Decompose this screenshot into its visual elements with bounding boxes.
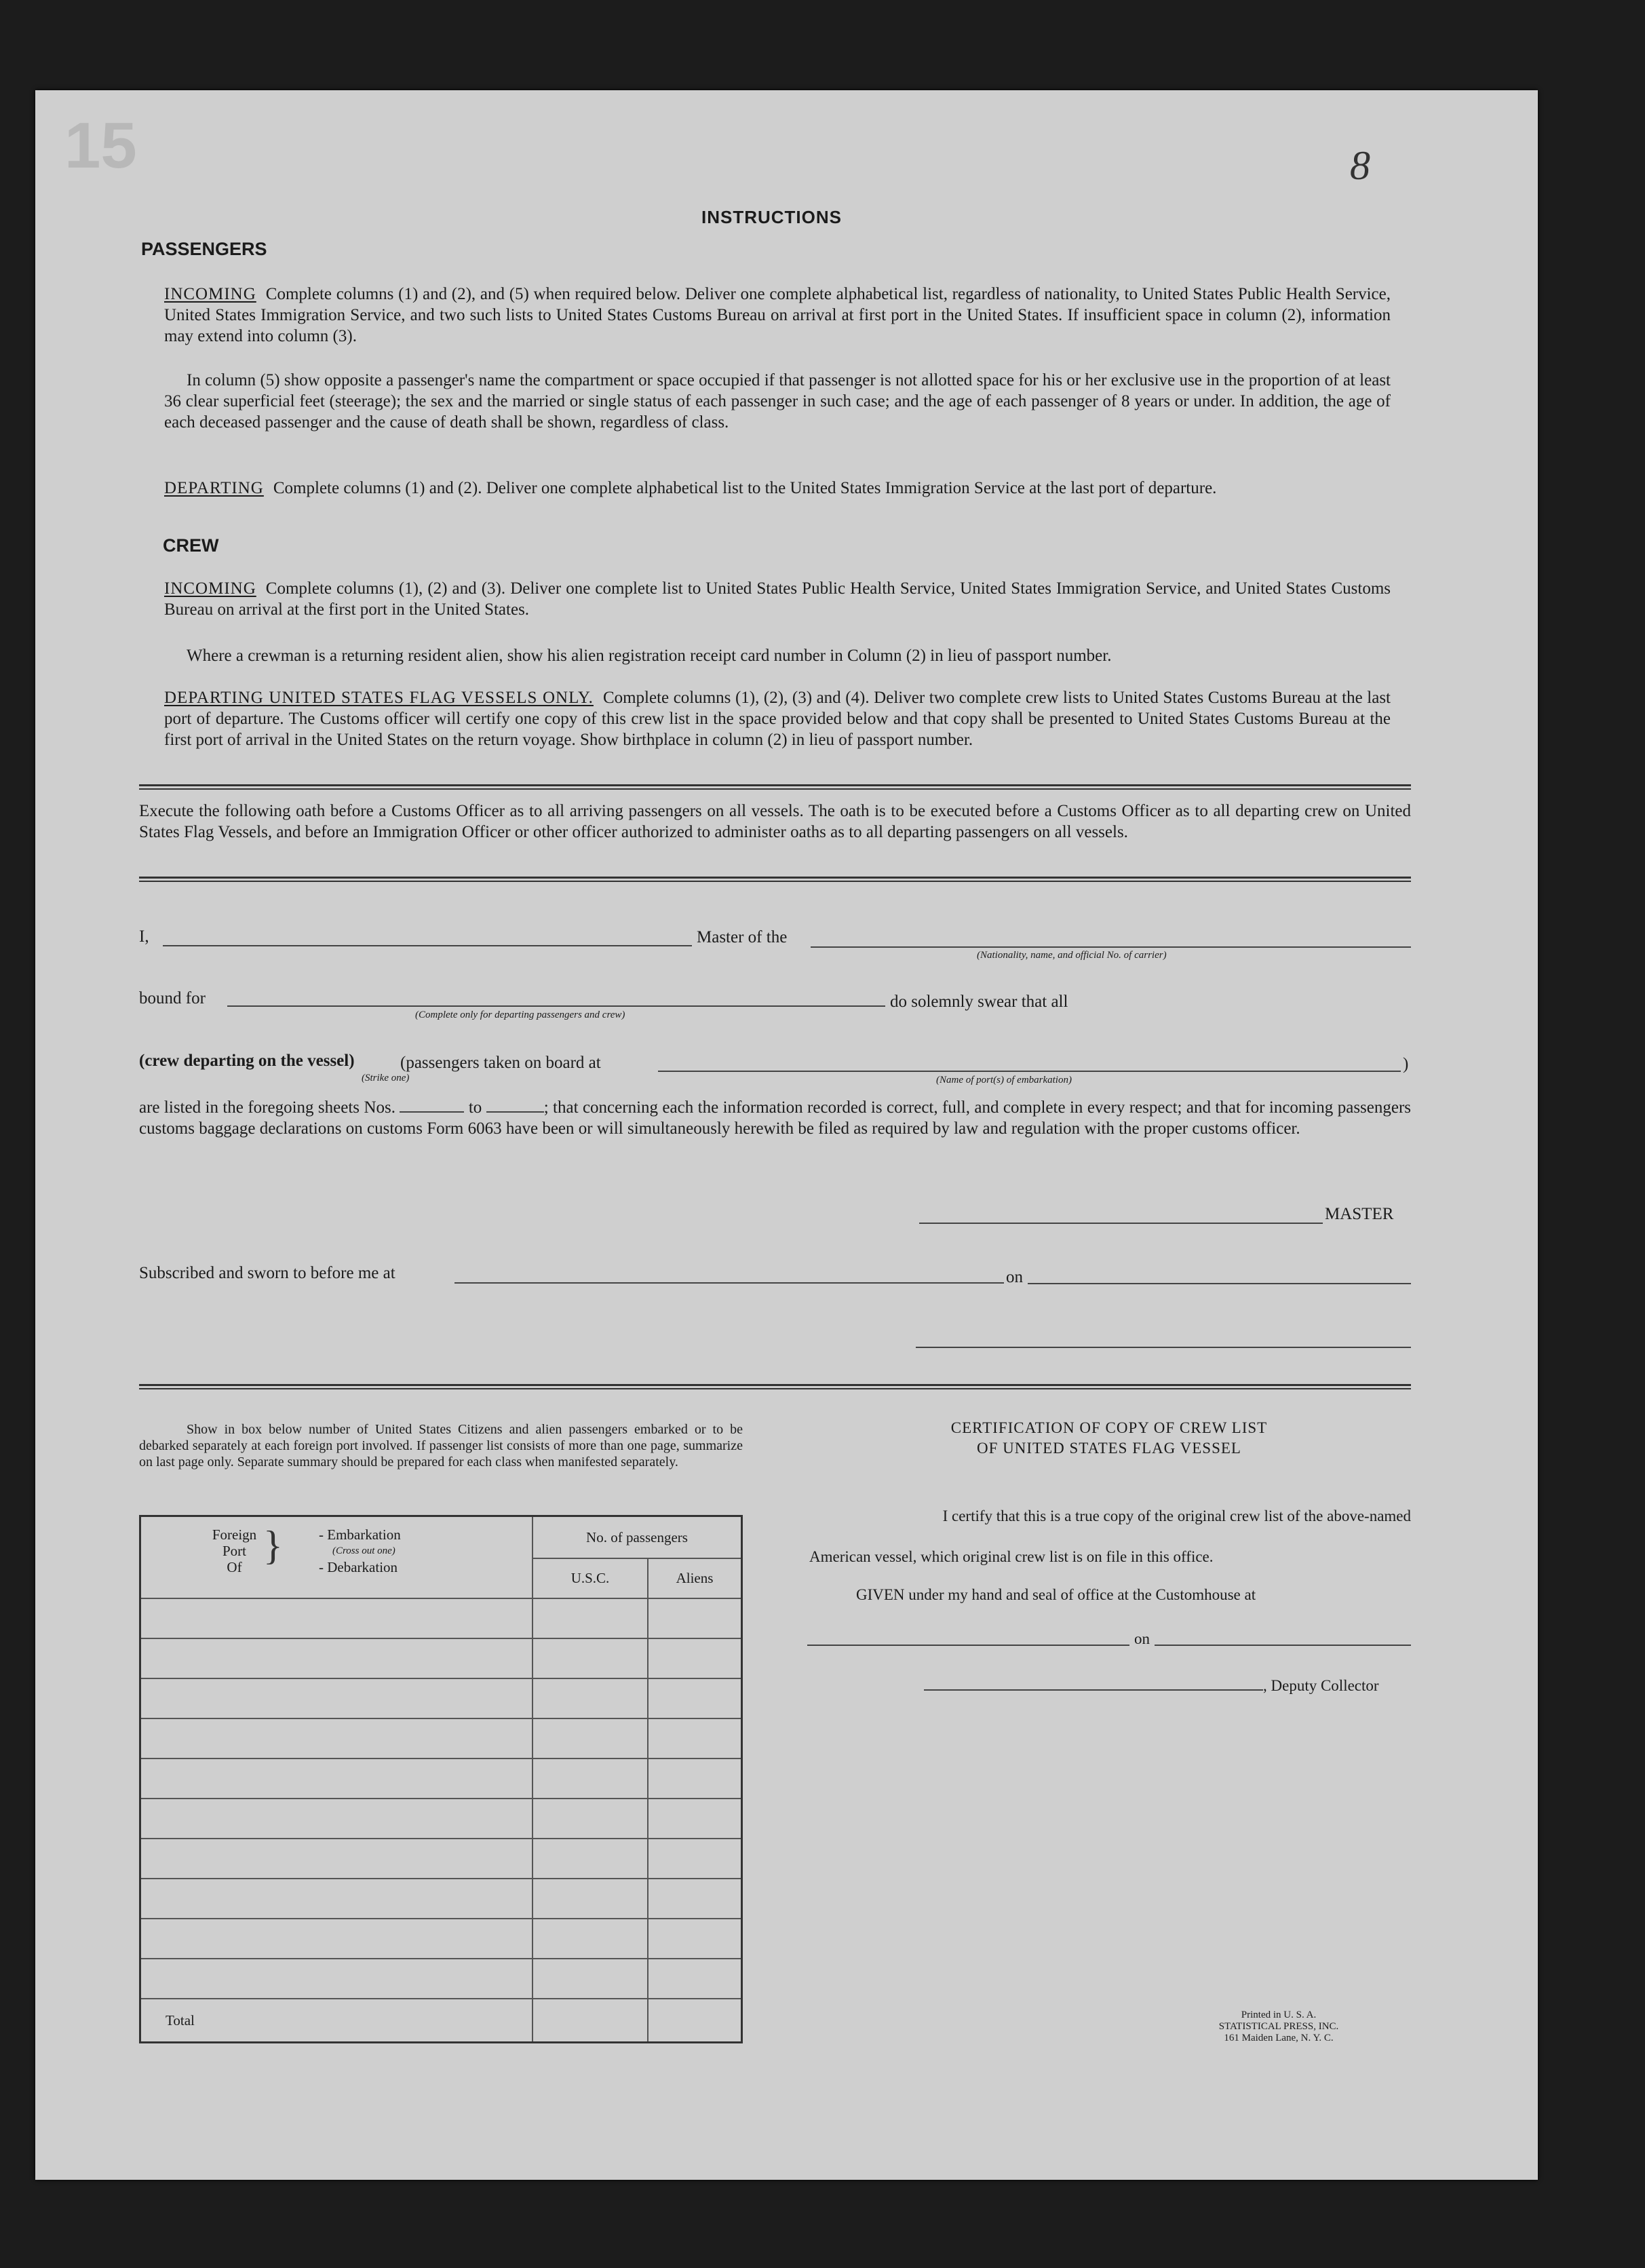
- aliens-cell[interactable]: [648, 1959, 742, 1999]
- aliens-cell[interactable]: [648, 1919, 742, 1959]
- port-header-cell: [140, 1516, 533, 1599]
- passengers-heading: PASSENGERS: [141, 239, 267, 259]
- carrier-field[interactable]: [811, 946, 1411, 948]
- crew-departing-instructions: [164, 687, 1391, 750]
- subscribed-label: Subscribed and sworn to before me at: [139, 1264, 395, 1282]
- total-row: [140, 1999, 742, 2043]
- certify-text: I certify that this is a true copy of the original crew list of the above-named: [942, 1507, 1411, 1524]
- usc-header: U.S.C.: [533, 1558, 648, 1598]
- aliens-cell[interactable]: [648, 1598, 742, 1638]
- deputy-signature-field[interactable]: [924, 1689, 1263, 1691]
- usc-total-cell[interactable]: [533, 1999, 648, 2043]
- port-cell[interactable]: [140, 1598, 533, 1638]
- passengers-taken-option: (passengers taken on board at: [400, 1054, 601, 1072]
- swear-text: do solemnly swear that all: [890, 993, 1068, 1011]
- crew-departing-label: DEPARTING UNITED STATES FLAG VESSELS ONLY.: [164, 689, 594, 707]
- aliens-cell[interactable]: [648, 1758, 742, 1799]
- officer-signature-field[interactable]: [916, 1347, 1411, 1348]
- oath-divider: [139, 877, 1411, 882]
- given-text: GIVEN under my hand and seal of office at the Customhouse at: [856, 1586, 1256, 1603]
- usc-cell[interactable]: [533, 1959, 648, 1999]
- crew-incoming-text: Complete columns (1), (2) and (3). Deliver one complete list to United States Public Health Service, United States Immigration Service, and United States Customs Bureau on arrival at the first port in the United States.: [164, 579, 1391, 619]
- port-cell[interactable]: [140, 1879, 533, 1919]
- debarkation-label: - Debarkation: [319, 1559, 398, 1575]
- usc-cell[interactable]: [533, 1879, 648, 1919]
- brace-mark: }: [263, 1523, 283, 1568]
- table-row: [140, 1839, 742, 1879]
- to-label: to: [468, 1098, 482, 1117]
- listed-rest: ; that concerning each the information recorded is correct, full, and complete in every respect; and that for incoming passengers customs baggage declarations on customs Form 6063 have been or will simultaneously herewith be filed as required by law and regulation with the proper customs officer.: [139, 1098, 1412, 1138]
- sworn-date-field[interactable]: [1028, 1283, 1411, 1284]
- sheet-from-field[interactable]: [400, 1099, 464, 1113]
- port-cell[interactable]: [140, 1758, 533, 1799]
- table-row: [140, 1598, 742, 1638]
- usc-cell[interactable]: [533, 1799, 648, 1839]
- crew-alien-instructions: Where a crewman is a returning resident alien, show his alien registration receipt card number in Column (2) in lieu of passport number.: [187, 647, 1112, 665]
- port-cell[interactable]: [140, 1839, 533, 1879]
- table-row: [140, 1718, 742, 1758]
- oath-i-label: I,: [139, 927, 149, 946]
- certify-text-2: American vessel, which original crew list is on file in this office.: [809, 1548, 1214, 1565]
- cert-on-label: on: [1134, 1630, 1150, 1647]
- passengers-incoming-instructions: [164, 284, 1391, 347]
- table-row: [140, 1959, 742, 1999]
- crew-incoming-label: INCOMING: [164, 579, 256, 598]
- port-cell[interactable]: [140, 1959, 533, 1999]
- aliens-cell[interactable]: [648, 1839, 742, 1879]
- aliens-header: Aliens: [648, 1558, 742, 1598]
- bound-for-note: (Complete only for departing passengers and crew): [415, 1010, 625, 1020]
- port-label: Port: [222, 1543, 246, 1559]
- oath-intro: Execute the following oath before a Customs Officer as to all arriving passengers on all vessels. The oath is to be executed before a Customs Officer as to all departing crew on United States Flag Vessels, and before an Immigration Officer or other officer authorized to administer oaths as to all departing passengers on all vessels.: [139, 802, 1411, 841]
- page-number-mark: 8: [1350, 143, 1370, 188]
- port-note: (Name of port(s) of embarkation): [936, 1075, 1072, 1085]
- aliens-cell[interactable]: [648, 1799, 742, 1839]
- aliens-cell[interactable]: [648, 1678, 742, 1718]
- port-cell[interactable]: [140, 1718, 533, 1758]
- embarkation-label: - Embarkation: [319, 1526, 401, 1543]
- aliens-total-cell[interactable]: [648, 1999, 742, 2043]
- incoming-label: INCOMING: [164, 285, 256, 303]
- aliens-cell[interactable]: [648, 1638, 742, 1678]
- usc-cell[interactable]: [533, 1758, 648, 1799]
- master-label: MASTER: [1325, 1205, 1394, 1223]
- sworn-on-label: on: [1006, 1268, 1023, 1286]
- usc-cell[interactable]: [533, 1718, 648, 1758]
- port-cell[interactable]: [140, 1799, 533, 1839]
- deputy-collector-label: , Deputy Collector: [1263, 1677, 1379, 1694]
- embarkation-port-field[interactable]: [658, 1071, 1401, 1072]
- foreign-label: Foreign: [212, 1526, 257, 1543]
- sworn-at-field[interactable]: [454, 1282, 1004, 1284]
- port-cell[interactable]: [140, 1638, 533, 1678]
- passengers-departing-instructions: [164, 478, 1391, 499]
- of-label: Of: [227, 1559, 242, 1575]
- bleed-through-mark: 15: [64, 109, 137, 182]
- master-signature-field[interactable]: [919, 1223, 1323, 1224]
- usc-cell[interactable]: [533, 1839, 648, 1879]
- bound-for-field[interactable]: [227, 1005, 885, 1007]
- bottom-divider: [139, 1384, 1411, 1389]
- crew-incoming-instructions: [164, 578, 1391, 620]
- incoming-text: Complete columns (1) and (2), and (5) when required below. Deliver one complete alphabetical list, regardless of nationality, to United States Public Health Service, United States Immigration Service, and two such lists to United States Customs Bureau on arrival at first port in the United States. If insufficient space in column (2), information may extend into column (3).: [164, 285, 1391, 345]
- sheet-to-field[interactable]: [486, 1099, 544, 1113]
- printer-line1: Printed in U. S. A.: [1241, 2010, 1317, 2020]
- crew-heading: CREW: [163, 535, 219, 556]
- listed-prefix: are listed in the foregoing sheets Nos.: [139, 1098, 395, 1117]
- certification-title: [807, 1418, 1411, 1459]
- master-of-label: Master of the: [697, 928, 788, 946]
- crew-departing-text: Complete columns (1), (2), (3) and (4). Deliver two complete crew lists to United States Customs Bureau at the last port of departure. The Customs officer will certify one copy of this crew list in the space provided below and that copy shall be presented to United States Customs Bureau at the first port of arrival in the United States on the return voyage. Show birthplace in column (2) in lieu of passport number.: [164, 689, 1391, 749]
- table-row: [140, 1638, 742, 1678]
- no-passengers-header: No. of passengers: [533, 1516, 742, 1559]
- departing-label: DEPARTING: [164, 479, 264, 497]
- summary-note: Show in box below number of United States Citizens and alien passengers embarked or to be debarked separately at each foreign port involved. If passenger list consists of more than one page, summarize on last page only. Separate summary should be prepared for each class when manifested separately.: [139, 1422, 743, 1469]
- printer-imprint: [1194, 2010, 1363, 2044]
- usc-cell[interactable]: [533, 1919, 648, 1959]
- aliens-cell[interactable]: [648, 1879, 742, 1919]
- port-cell[interactable]: [140, 1678, 533, 1718]
- usc-cell[interactable]: [533, 1598, 648, 1638]
- passengers-column5-instructions: In column (5) show opposite a passenger's name the compartment or space occupied if that passenger is not allotted space for his or her exclusive use in the proportion of at least 36 clear superficial feet (steerage); the sex and the married or single status of each passenger in such case; and the age of each passenger of 8 years or under. In addition, the age of each deceased passenger and the cause of death shall be shown, regardless of class.: [164, 371, 1391, 431]
- certification-title-line2: OF UNITED STATES FLAG VESSEL: [977, 1440, 1241, 1457]
- table-row: [140, 1879, 742, 1919]
- section-divider: [139, 784, 1411, 790]
- bound-for-label: bound for: [139, 989, 206, 1007]
- page-title: INSTRUCTIONS: [701, 207, 842, 227]
- usc-cell[interactable]: [533, 1678, 648, 1718]
- port-cell[interactable]: [140, 1919, 533, 1959]
- carrier-note: (Nationality, name, and official No. of carrier): [977, 950, 1167, 961]
- printer-line2: STATISTICAL PRESS, INC.: [1218, 2021, 1339, 2032]
- table-row: [140, 1919, 742, 1959]
- departing-text: Complete columns (1) and (2). Deliver one complete alphabetical list to the United States Immigration Service at the last port of departure.: [273, 479, 1217, 497]
- total-label: Total: [140, 1999, 533, 2043]
- table-row: [140, 1678, 742, 1718]
- printer-line3: 161 Maiden Lane, N. Y. C.: [1224, 2033, 1334, 2043]
- aliens-cell[interactable]: [648, 1718, 742, 1758]
- table-row: [140, 1799, 742, 1839]
- table-row: [140, 1758, 742, 1799]
- strike-one-note: (Strike one): [362, 1073, 410, 1083]
- crew-departing-option: (crew departing on the vessel): [139, 1052, 355, 1070]
- master-name-field[interactable]: [163, 945, 692, 946]
- usc-cell[interactable]: [533, 1638, 648, 1678]
- listed-statement: [139, 1097, 1411, 1139]
- certification-title-line1: CERTIFICATION OF COPY OF CREW LIST: [950, 1419, 1268, 1436]
- cross-out-note: (Cross out one): [332, 1545, 395, 1556]
- cert-date-field[interactable]: [1155, 1645, 1411, 1646]
- customhouse-field[interactable]: [807, 1645, 1129, 1646]
- close-paren: ): [1403, 1055, 1409, 1073]
- passenger-summary-table: [139, 1515, 743, 2043]
